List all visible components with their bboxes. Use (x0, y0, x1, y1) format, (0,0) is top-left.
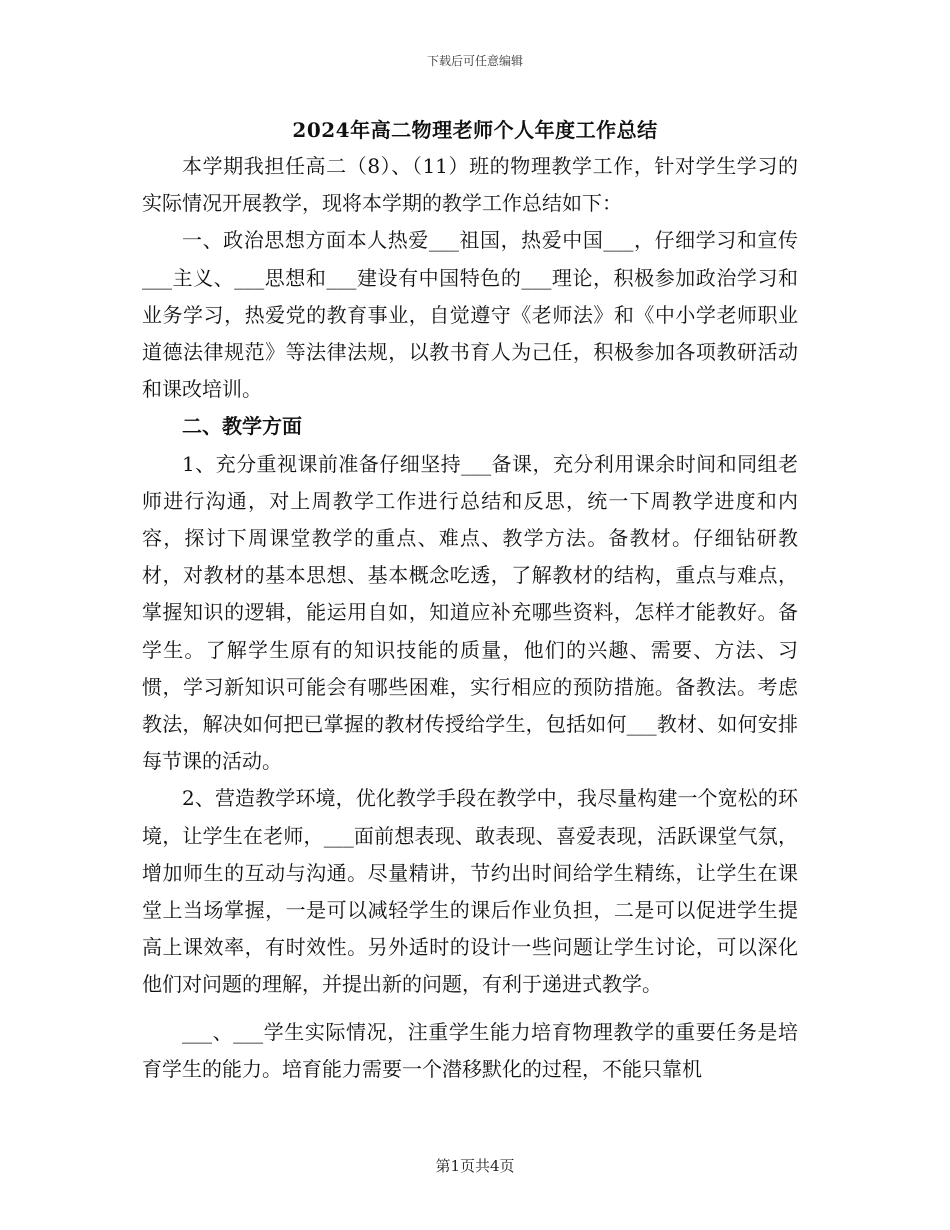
politics-paragraph: 一、政治思想方面本人热爱___祖国，热爱中国___，仔细学习和宣传___主义、___思想和___建设有中国特色的___理论，积极参加政治学习和业务学习，热爱党的教育事业，自觉遵守《老师法》和《中小学老师职业道德法律规范》等法律法规，以教书育人为己任，积极参加各项教研活动和课改培训。 (142, 228, 798, 402)
preparation-paragraph: 1、充分重视课前准备仔细坚持___备课，充分利用课余时间和同组老师进行沟通，对上周教学工作进行总结和反思，统一下周教学进度和内容，探讨下周课堂教学的重点、难点、教学方法。备教材。仔细钻研教材，对教材的基本思想、基本概念吃透，了解教材的结构，重点与难点，掌握知识的逻辑，能运用自如，知道应补充哪些资料，怎样才能教好。备学生。了解学生原有的知识技能的质量，他们的兴趣、需要、方法、习惯，学习新知识可能会有哪些困难，实行相应的预防措施。备教法。考虑教法，解决如何把已掌握的教材传授给学生，包括如何___教材、如何安排每节课的活动。 (142, 451, 798, 774)
header-note: 下载后可任意编辑 (426, 54, 523, 68)
document-title: 2024年高二物理老师个人年度工作总结 (292, 118, 658, 142)
document-body (142, 148, 798, 1088)
intro-paragraph: 本学期我担任高二（8）、（11）班的物理教学工作，针对学生学习的实际情况开展教学，现将本学期的教学工作总结如下： (142, 154, 798, 216)
ability-paragraph: ___、___学生实际情况，注重学生能力培育物理教学的重要任务是培育学生的能力。培育能力需要一个潜移默化的过程，不能只靠机 (142, 1019, 798, 1081)
page-footer: 第1页共4页 (435, 1157, 515, 1175)
environment-paragraph: 2、营造教学环境，优化教学手段在教学中，我尽量构建一个宽松的环境，让学生在老师，___面前想表现、敢表现、喜爱表现，活跃课堂气氛，增加师生的互动与沟通。尽量精讲，节约出时间给学生精练，让学生在课堂上当场掌握，一是可以减轻学生的课后作业负担，二是可以促进学生提高上课效率，有时效性。另外适时的设计一些问题让学生讨论，可以深化他们对问题的理解，并提出新的问题，有利于递进式教学。 (142, 786, 798, 997)
section-heading-teaching: 二、教学方面 (182, 414, 302, 439)
